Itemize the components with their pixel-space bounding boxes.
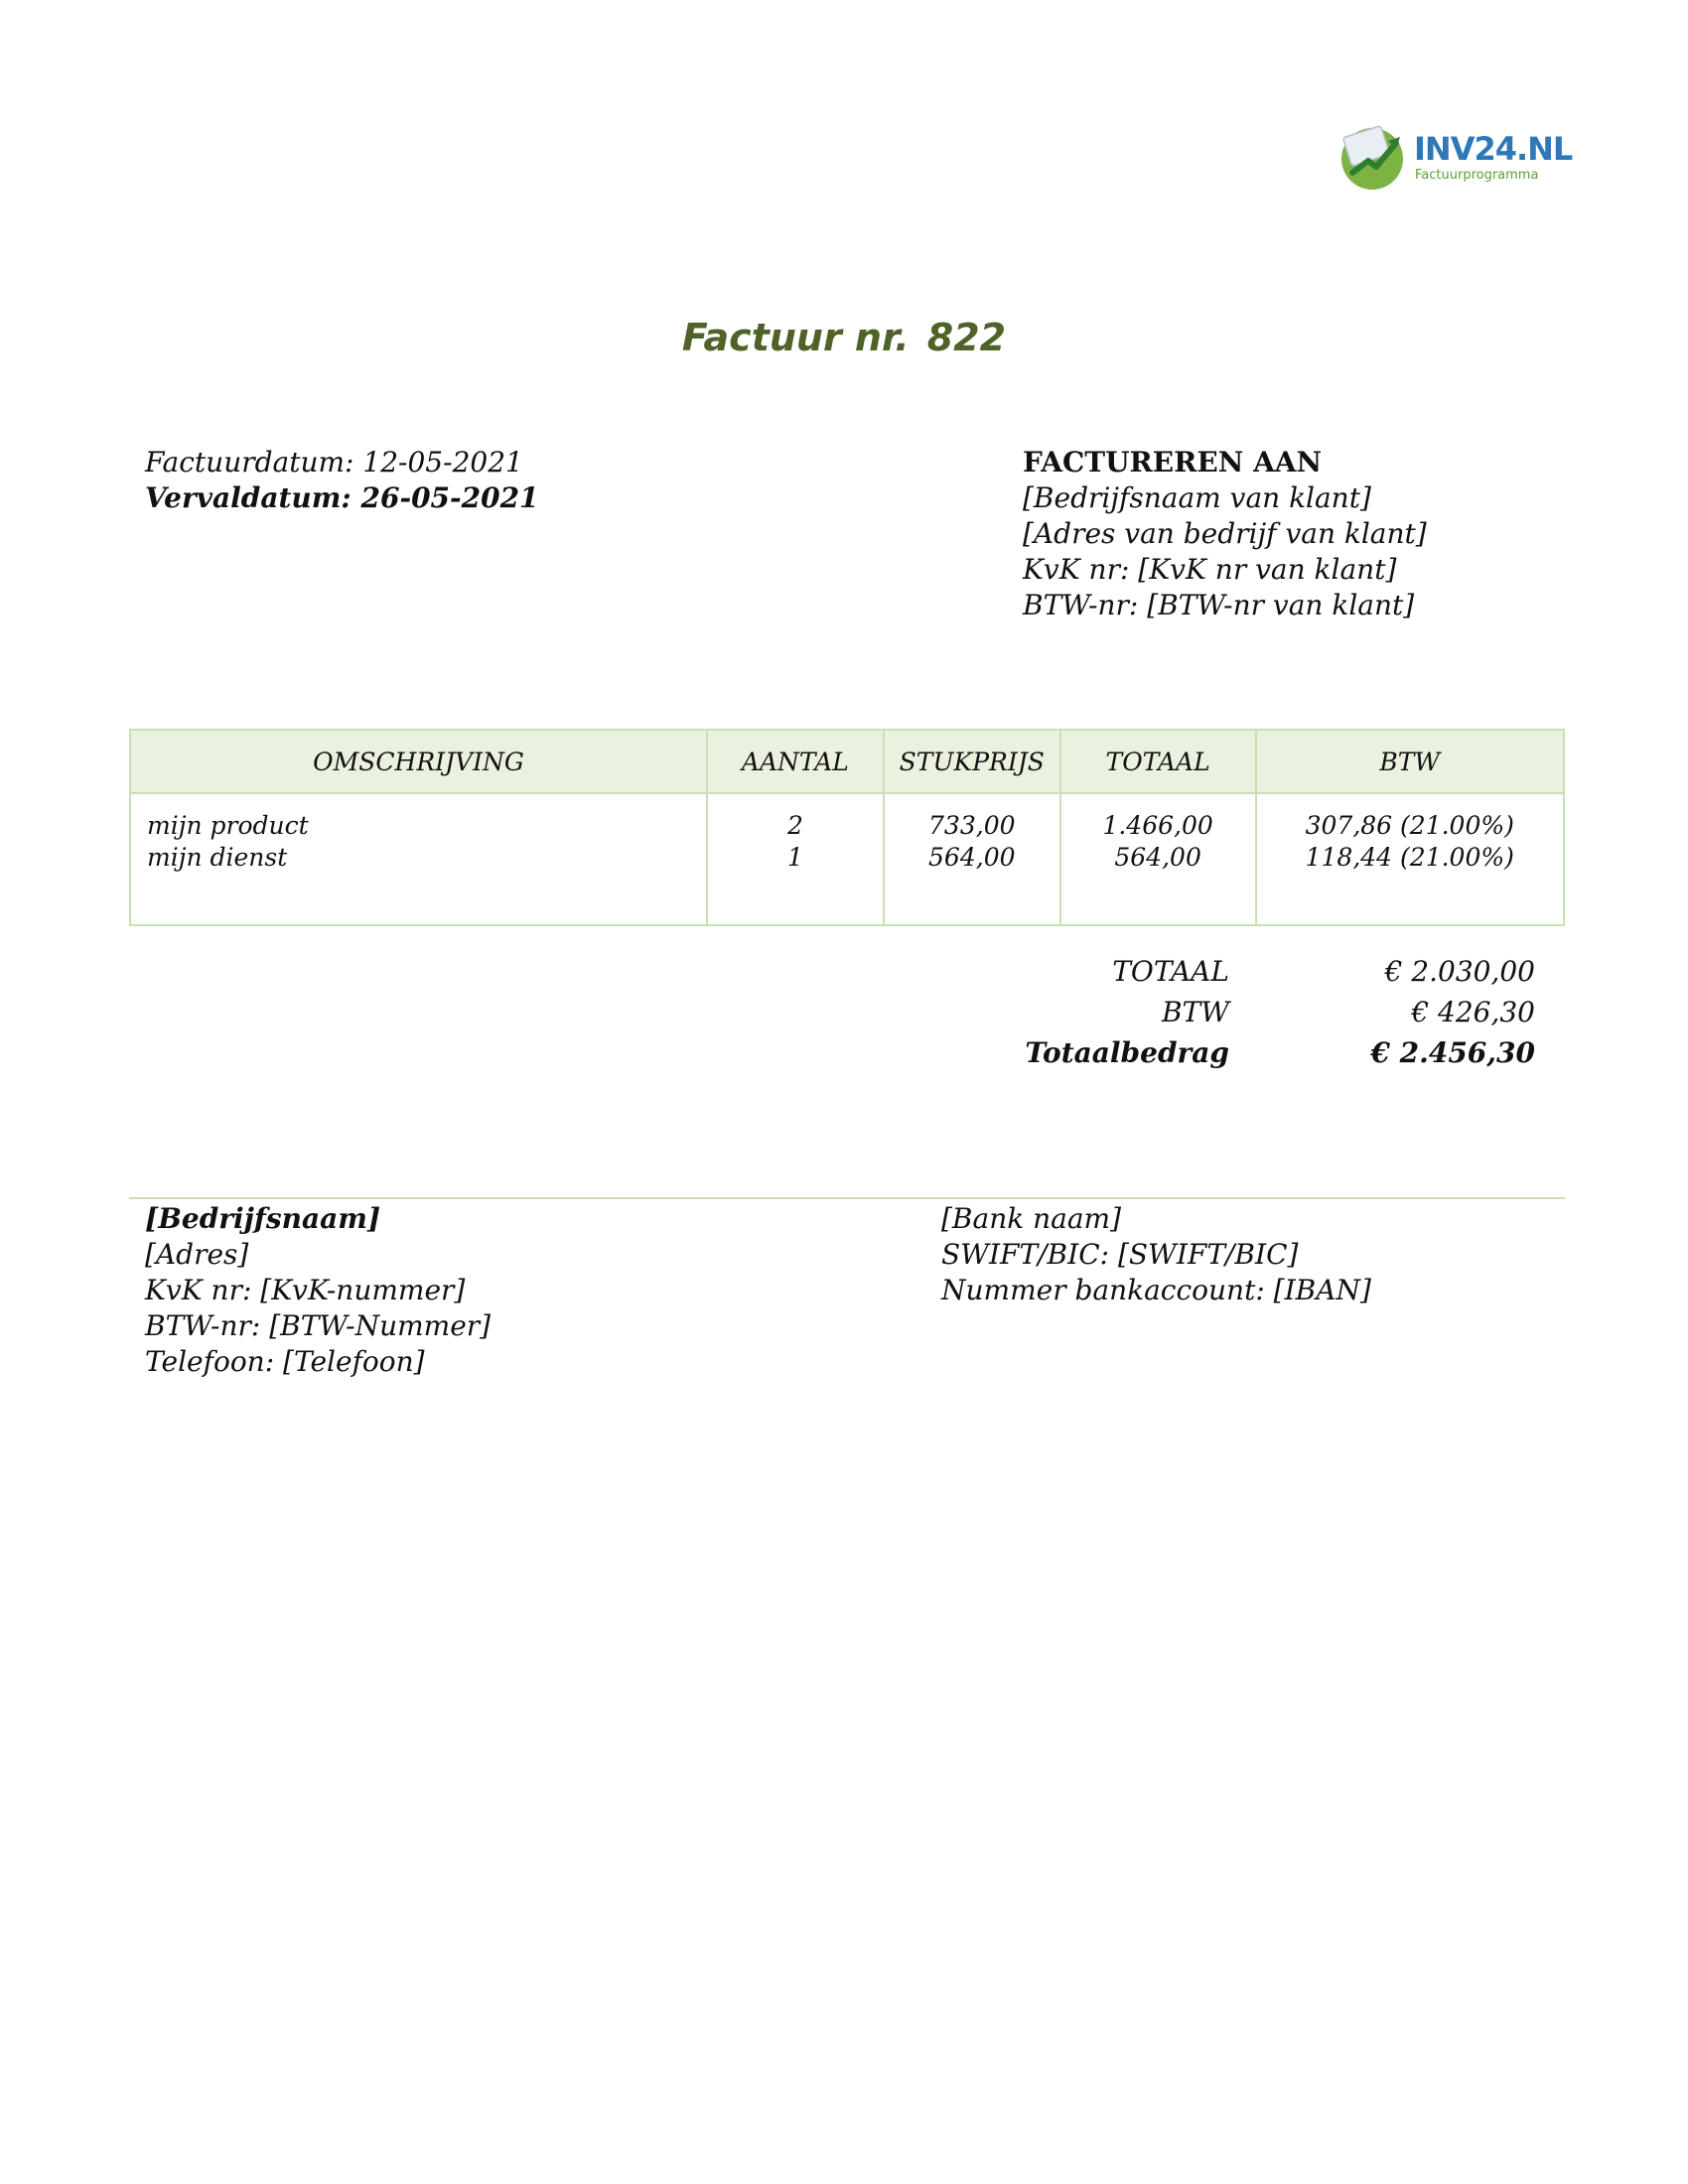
company-phone: Telefoon: [Telefoon]	[145, 1345, 425, 1378]
company-kvk: KvK nr: [KvK-nummer]	[145, 1274, 466, 1306]
grand-total-label: Totaalbedrag	[1025, 1036, 1229, 1069]
column-header-total: TOTAAL	[1060, 730, 1256, 793]
quantity-cell	[707, 793, 884, 925]
subtotal-row	[894, 951, 1539, 992]
bank-account: Nummer bankaccount: [IBAN]	[941, 1274, 1371, 1306]
bill-to-heading: FACTUREREN AAN	[1023, 446, 1323, 478]
item-total: 1.466,00	[1102, 811, 1213, 840]
column-header-vat: BTW	[1256, 730, 1565, 793]
vat-total-row	[894, 992, 1539, 1032]
company-block	[145, 1201, 491, 1380]
bank-name: [Bank naam]	[941, 1202, 1121, 1235]
column-header-quantity: AANTAL	[707, 730, 884, 793]
item-total: 564,00	[1114, 843, 1201, 872]
vat-total-value: € 426,30	[1411, 996, 1535, 1028]
item-quantity: 1	[786, 843, 803, 872]
bill-to-company: [Bedrijfsnaam van klant]	[1023, 481, 1371, 514]
column-header-description: OMSCHRIJVING	[130, 730, 707, 793]
item-description: mijn product	[147, 811, 309, 840]
bill-to-address: [Adres van bedrijf van klant]	[1023, 517, 1427, 550]
unit-price-cell	[884, 793, 1060, 925]
invoice-number: 822	[926, 316, 1007, 359]
item-quantity: 2	[786, 811, 803, 840]
table-header-row	[130, 730, 1564, 793]
logo-tagline: Factuurprogramma	[1415, 168, 1539, 183]
description-cell	[130, 793, 707, 925]
items-table	[129, 729, 1565, 926]
item-description: mijn dienst	[147, 843, 288, 872]
grand-total-value: € 2.456,30	[1370, 1036, 1535, 1069]
invoice-dates	[145, 445, 539, 516]
bill-to-kvk: KvK nr: [KvK nr van klant]	[1023, 553, 1397, 586]
logo-icon	[1338, 121, 1410, 193]
invoice-title	[0, 316, 1688, 359]
bank-block	[941, 1201, 1371, 1308]
due-date: Vervaldatum: 26-05-2021	[145, 481, 539, 514]
item-unit-price: 733,00	[928, 811, 1016, 840]
company-address: [Adres]	[145, 1238, 249, 1271]
footer-divider	[129, 1197, 1565, 1199]
total-cell	[1060, 793, 1256, 925]
table-row	[130, 793, 1564, 925]
item-unit-price: 564,00	[928, 843, 1016, 872]
subtotal-value: € 2.030,00	[1384, 955, 1535, 988]
logo-text: INV24.NL	[1414, 130, 1573, 168]
column-header-unit-price: STUKPRIJS	[884, 730, 1060, 793]
invoice-date: Factuurdatum: 12-05-2021	[145, 446, 523, 478]
vat-cell	[1256, 793, 1565, 925]
bill-to-block	[1023, 445, 1427, 623]
invoice-title-prefix: Factuur nr.	[681, 316, 910, 359]
item-vat: 118,44 (21.00%)	[1305, 843, 1514, 872]
bank-swift: SWIFT/BIC: [SWIFT/BIC]	[941, 1238, 1299, 1271]
logo	[1338, 117, 1573, 197]
vat-total-label: BTW	[1161, 996, 1229, 1028]
company-name: [Bedrijfsnaam]	[145, 1202, 381, 1235]
bill-to-vat: BTW-nr: [BTW-nr van klant]	[1023, 589, 1415, 621]
company-vat: BTW-nr: [BTW-Nummer]	[145, 1309, 492, 1342]
item-vat: 307,86 (21.00%)	[1305, 811, 1514, 840]
grand-total-row	[894, 1032, 1539, 1073]
subtotal-label: TOTAAL	[1112, 955, 1229, 988]
totals-block	[894, 951, 1539, 1073]
